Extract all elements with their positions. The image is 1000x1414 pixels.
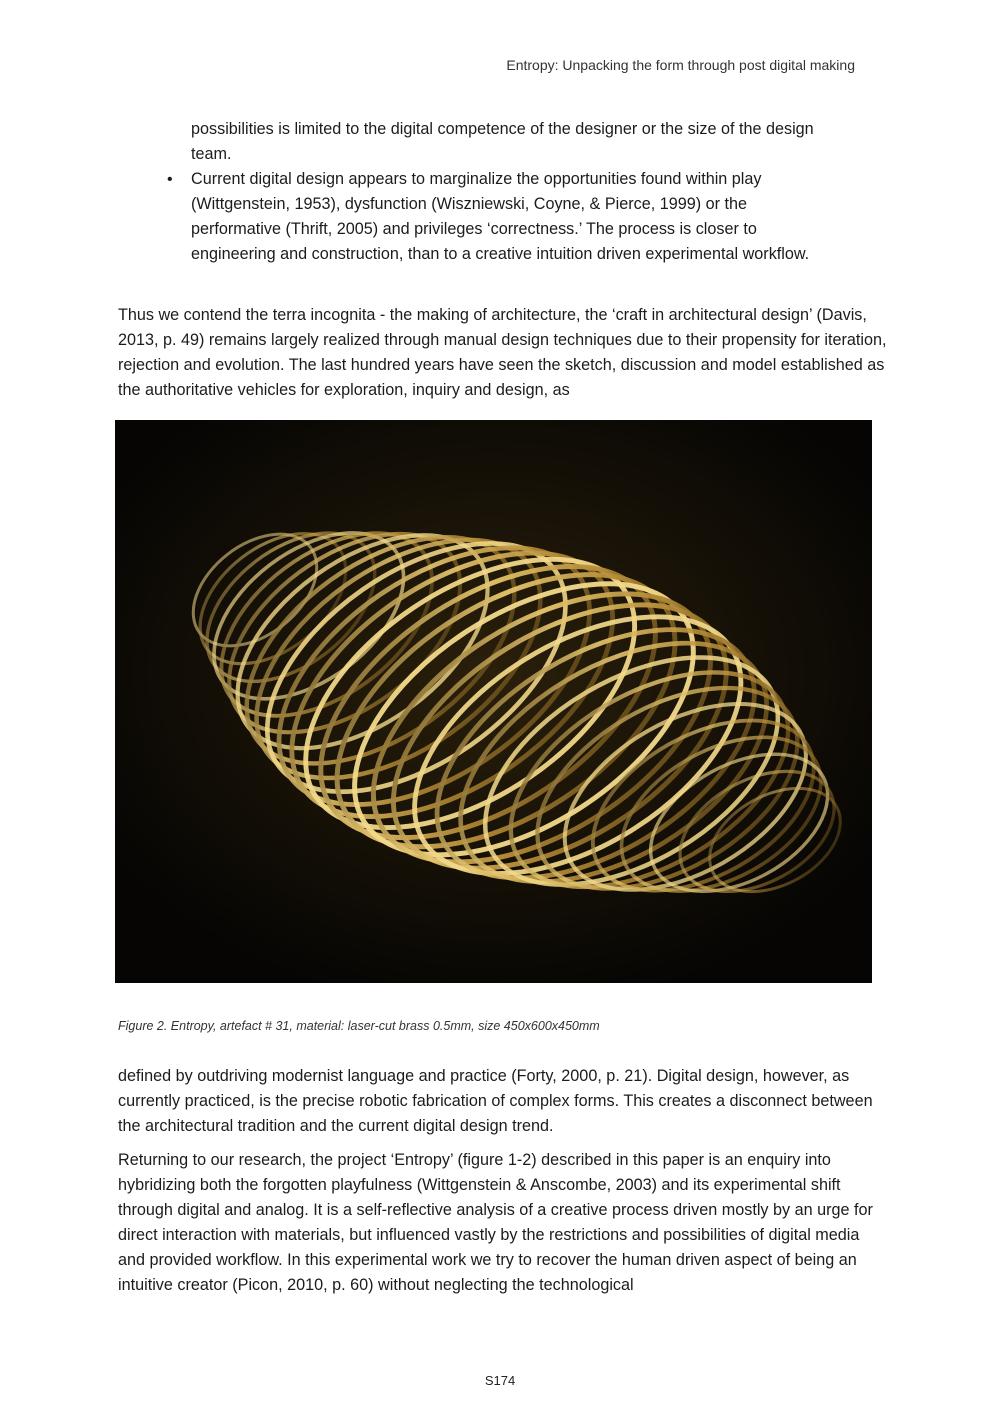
bullet-text: Current digital design appears to marginalize the opportunities found within play (Wittgenstein, 1953), dysfunction (Wiszniewski, Coyne, & Pierce, 1999) or the performative (Thrift, 2005) and privileges ‘correctness.’ The process is closer to engineering and construction, than to a creative intuition driven experimental workflow.: [191, 170, 810, 263]
running-header: Entropy: Unpacking the form through post digital making: [506, 57, 855, 73]
figure-caption: Figure 2. Entropy, artefact # 31, material: laser-cut brass 0.5mm, size 450x600x450mm: [118, 1019, 600, 1033]
bullet-item: [165, 167, 825, 267]
paragraph-3: Returning to our research, the project ‘Entropy’ (figure 1-2) described in this paper is an enquiry into hybridizing both the forgotten playfulness (Wittgenstein & Anscombe, 2003) and its experimental shift through digital and analog. It is a self-reflective analysis of a creative process driven mostly by an urge for direct interaction with materials, but influenced vastly by the restrictions and possibilities of digital media and provided workflow. In this experimental work we try to recover the human driven aspect of being an intuitive creator (Picon, 2010, p. 60) without neglecting the technological: [118, 1151, 873, 1294]
bullet-icon: •: [167, 171, 173, 188]
photo-background: [115, 420, 872, 983]
bullet-list: [165, 117, 825, 267]
page-number: S174: [484, 1373, 516, 1388]
paragraph-2: defined by outdriving modernist language and practice (Forty, 2000, p. 21). Digital design, however, as currently practiced, is the precise robotic fabrication of complex forms. This creates a disconnect between the architectural tradition and the current digital design trend.: [118, 1067, 873, 1135]
paragraph-1: Thus we contend the terra incognita - the making of architecture, the ‘craft in architectural design’ (Davis, 2013, p. 49) remains largely realized through manual design techniques due to their propensity for iteration, rejection and evolution. The last hundred years have seen the sketch, discussion and model established as the authoritative vehicles for exploration, inquiry and design, as: [118, 306, 887, 399]
brass-sculpture-image: [115, 420, 872, 983]
bullet-continuation: possibilities is limited to the digital competence of the designer or the size of the design team.: [191, 120, 814, 163]
figure-photo-brass-artefact: [115, 420, 872, 983]
